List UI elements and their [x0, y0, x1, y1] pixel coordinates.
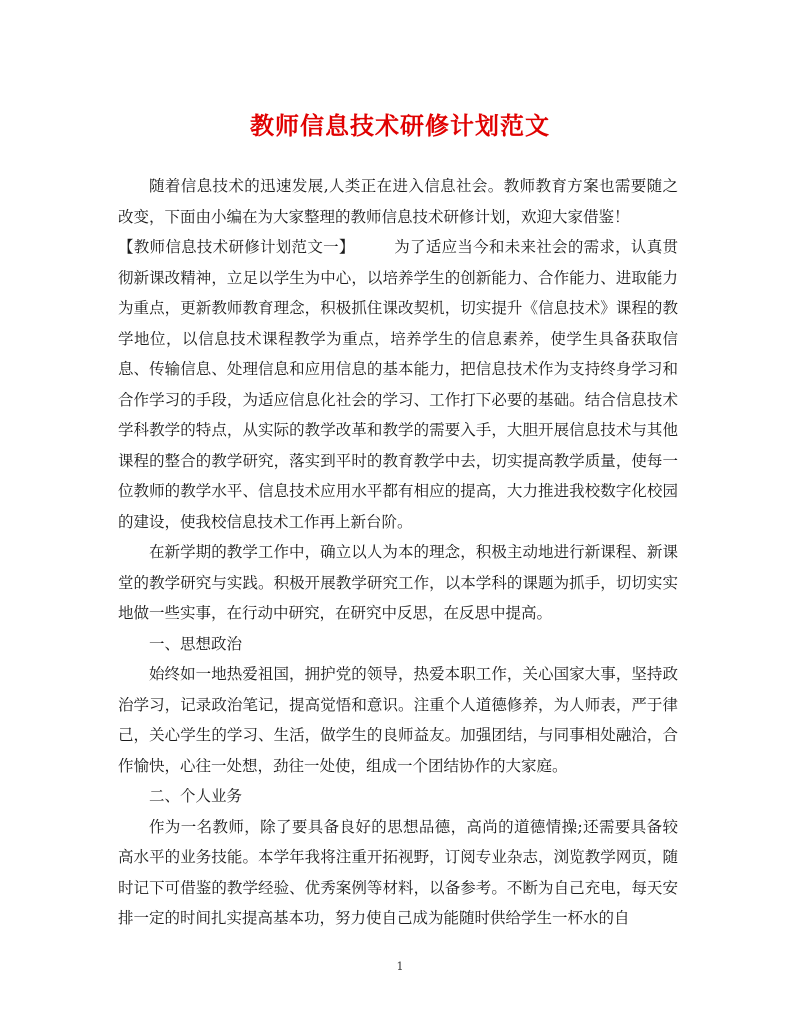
paragraph-1: 为了适应当今和未来社会的需求，认真贯彻新课改精神，立足以学生为中心，以培养学生的创新能力、合作能力、进取能力为重点，更新教师教育理念，积极抓住课改契机，切实提升《信息技术》课程的教学地位，以信息技术课程教学为重点，培养学生的信息素养，使学生具备获取信息、传输信息、处理信息和应用信息的基本能力，把信息技术作为支持终身学习和合作学习的手段，为适应信息化社会的学习、工作打下必要的基础。结合信息技术学科教学的特点，从实际的教学改革和教学的需要入手，大胆开展信息技术与其他课程的整合的教学研究，落实到平时的教育教学中去，切实提高教学质量，使每一位教师的教学水平、信息技术应用水平都有相应的提高，大力推进我校数字化校园的建设，使我校信息技术工作再上新台阶。 [118, 238, 678, 531]
heading-politics: 一、思想政治 [149, 634, 243, 653]
intro-paragraph: 随着信息技术的迅速发展,人类正在进入信息社会。教师教育方案也需要随之改变，下面由小编在为大家整理的教师信息技术研修计划，欢迎大家借鉴！ [118, 177, 678, 226]
section-label: 【教师信息技术研修计划范文一】 [118, 238, 347, 256]
section-one-paragraph [118, 232, 678, 537]
paragraph-3: 始终如一地热爱祖国，拥护党的领导，热爱本职工作，关心国家大事，坚持政治学习，记录政治笔记，提高觉悟和意识。注重个人道德修养，为人师表，严于律己，关心学生的学习、生活，做学生的良师益友。加强团结，与同事相处融洽，合作愉快，心往一处想，劲往一处使，组成一个团结协作的大家庭。 [118, 665, 678, 775]
paragraph-4: 作为一名教师，除了要具备良好的思想品德，高尚的道德情操;还需要具备较高水平的业务技能。本学年我将注重开拓视野，订阅专业杂志，浏览教学网页，随时记下可借鉴的教学经验、优秀案例等材料，以备参考。不断为自己充电，每天安排一定的时间扎实提高基本功，努力使自己成为能随时供给学生一杯水的自 [118, 817, 678, 927]
page-number: 1 [396, 960, 404, 973]
heading-business: 二、个人业务 [149, 787, 243, 805]
section-spacer [347, 238, 394, 256]
document-title: 教师信息技术研修计划范文 [250, 111, 550, 140]
paragraph-2: 在新学期的教学工作中，确立以人为本的理念，积极主动地进行新课程、新课堂的教学研究与实践。积极开展教学研究工作，以本学科的课题为抓手，切切实实地做一些实事，在行动中研究，在研究中反思，在反思中提高。 [118, 543, 678, 622]
document-body [118, 171, 678, 934]
